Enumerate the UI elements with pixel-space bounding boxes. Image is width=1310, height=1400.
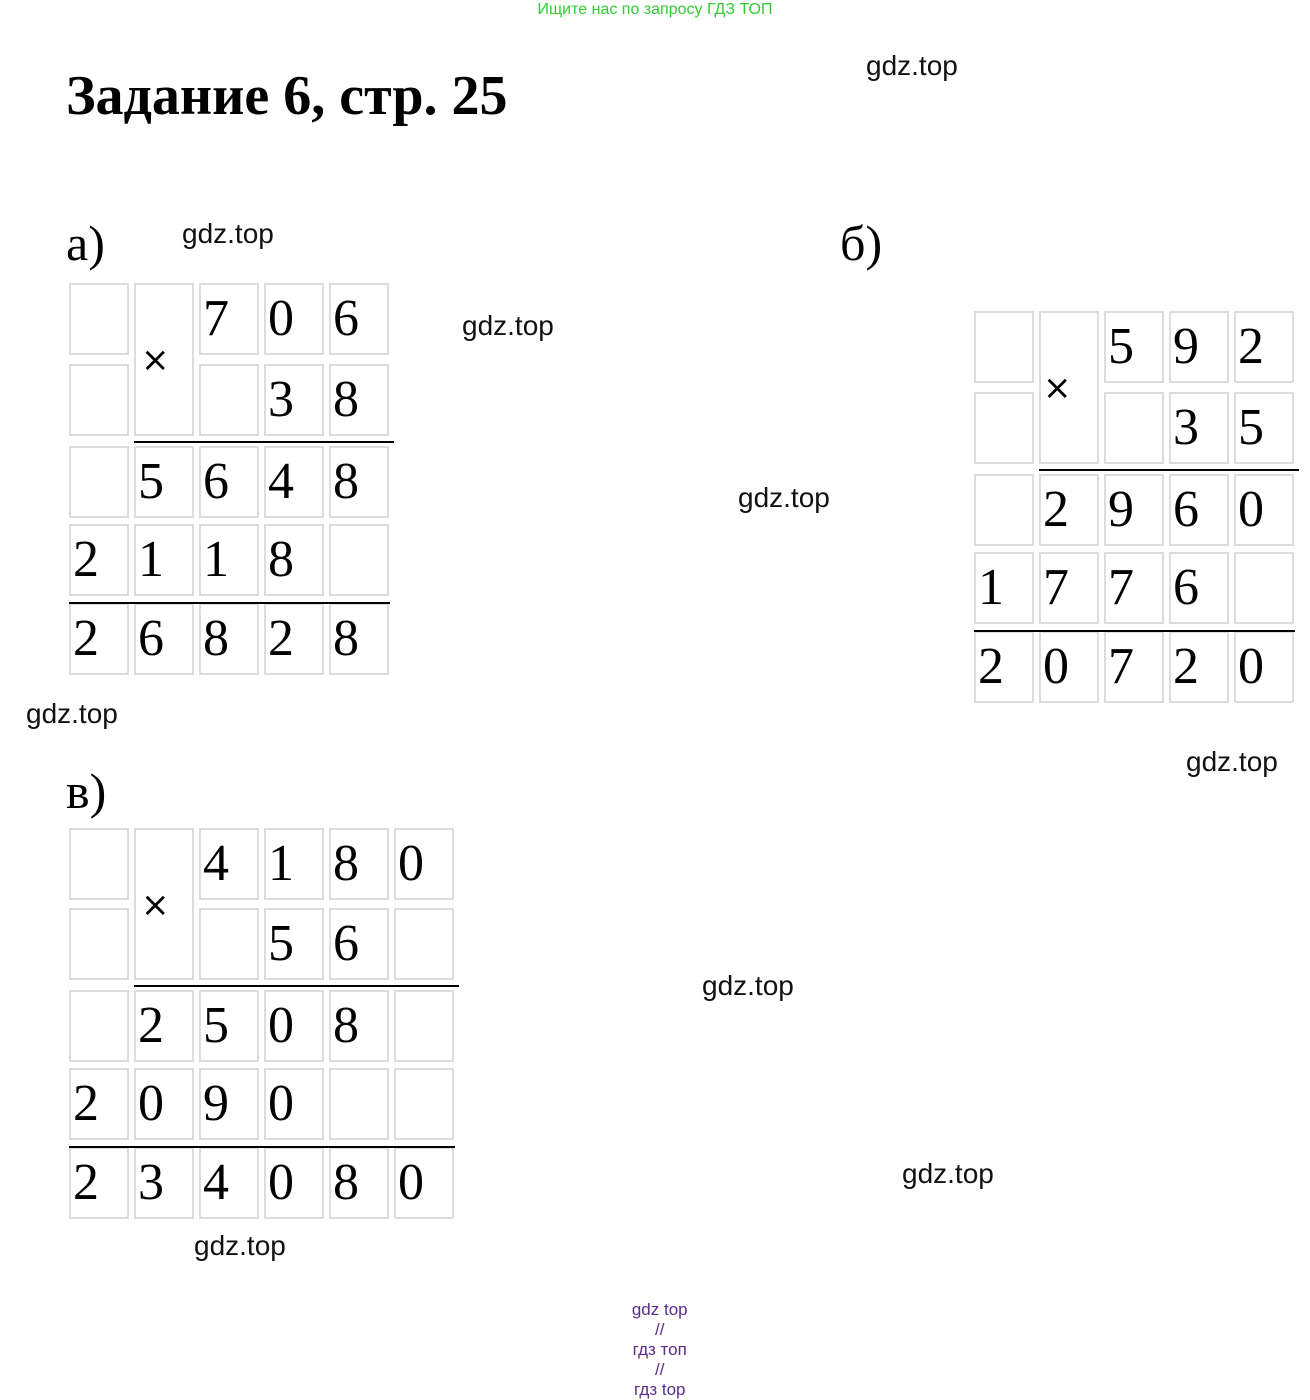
digit-cell: 4: [264, 446, 324, 518]
watermark: gdz.top: [702, 970, 794, 1001]
digit-cell: 8: [329, 364, 389, 436]
digit-cell: 5: [199, 990, 259, 1062]
digit-cell: 8: [329, 603, 389, 675]
digit-cell: 3: [264, 364, 324, 436]
digit-cell: 1: [199, 524, 259, 596]
digit-cell: 6: [329, 283, 389, 355]
digit-cell: 9: [199, 1068, 259, 1140]
digit-cell: 0: [264, 283, 324, 355]
digit-cell: 2: [69, 1147, 129, 1219]
watermark: gdz.top: [462, 310, 554, 341]
part-label-b: б): [840, 215, 883, 271]
rule-line: [134, 441, 394, 443]
digit-cell: [394, 990, 454, 1062]
multiply-sign: ×: [1043, 368, 1072, 408]
watermark: gdz.top: [182, 218, 274, 249]
digit-cell: 8: [329, 990, 389, 1062]
part-label-a: а): [66, 215, 105, 271]
digit-cell: 8: [264, 524, 324, 596]
digit-cell: 8: [329, 1147, 389, 1219]
digit-cell: [394, 1068, 454, 1140]
rule-line: [69, 602, 390, 604]
digit-cell: 8: [329, 828, 389, 900]
digit-cell: 4: [199, 1147, 259, 1219]
watermark: gdz.top: [26, 698, 118, 729]
digit-cell: 8: [199, 603, 259, 675]
digit-cell: 1: [134, 524, 194, 596]
watermark: gdz.top: [738, 482, 830, 513]
watermark: gdz.top: [194, 1230, 286, 1261]
digit-cell: 0: [264, 990, 324, 1062]
digit-cell: 5: [264, 908, 324, 980]
digit-cell: [329, 524, 389, 596]
footer-link[interactable]: гдз топ: [632, 1340, 687, 1359]
digit-cell: 0: [1039, 631, 1099, 703]
footer-link[interactable]: гдз top: [633, 1380, 686, 1399]
multiply-sign: ×: [141, 340, 170, 380]
digit-cell: [394, 908, 454, 980]
digit-cell: [974, 392, 1034, 464]
digit-cell: 2: [264, 603, 324, 675]
digit-cell: 0: [264, 1147, 324, 1219]
rule-line: [69, 1146, 455, 1148]
digit-cell: [199, 908, 259, 980]
digit-cell: [69, 446, 129, 518]
digit-cell: [69, 990, 129, 1062]
page-title: Задание 6, стр. 25: [66, 65, 508, 127]
digit-cell: [69, 828, 129, 900]
digit-cell: 8: [329, 446, 389, 518]
digit-cell: 6: [199, 446, 259, 518]
footer-link[interactable]: gdz top: [631, 1300, 688, 1319]
digit-cell: 0: [134, 1068, 194, 1140]
digit-cell: 3: [1169, 392, 1229, 464]
multiply-sign: ×: [141, 885, 170, 925]
digit-cell: 0: [264, 1068, 324, 1140]
digit-cell: 2: [1039, 474, 1099, 546]
digit-cell: [69, 908, 129, 980]
digit-cell: 5: [1104, 311, 1164, 383]
rule-line: [134, 985, 459, 987]
digit-cell: 7: [199, 283, 259, 355]
digit-cell: 5: [1234, 392, 1294, 464]
top-banner[interactable]: Ищите нас по запросу ГДЗ ТОП: [537, 1, 773, 18]
digit-cell: 2: [1234, 311, 1294, 383]
digit-cell: [1104, 392, 1164, 464]
footer-separator: //: [655, 1320, 665, 1339]
digit-cell: 5: [134, 446, 194, 518]
digit-cell: 6: [1169, 474, 1229, 546]
digit-cell: 2: [69, 603, 129, 675]
rule-line: [974, 630, 1295, 632]
part-label-c: в): [66, 763, 107, 819]
watermark: gdz.top: [866, 50, 958, 81]
digit-cell: 7: [1104, 631, 1164, 703]
digit-cell: 0: [1234, 474, 1294, 546]
digit-cell: 7: [1104, 552, 1164, 624]
digit-cell: 0: [1234, 631, 1294, 703]
digit-cell: 3: [134, 1147, 194, 1219]
digit-cell: 2: [69, 1068, 129, 1140]
digit-cell: 2: [134, 990, 194, 1062]
footer-separator: //: [655, 1360, 665, 1379]
watermark: gdz.top: [1186, 746, 1278, 777]
digit-cell: 1: [264, 828, 324, 900]
digit-cell: [329, 1068, 389, 1140]
digit-cell: 7: [1039, 552, 1099, 624]
digit-cell: [1234, 552, 1294, 624]
footer-links: [0, 1280, 1310, 1400]
digit-cell: [974, 311, 1034, 383]
digit-cell: 9: [1169, 311, 1229, 383]
digit-cell: [69, 283, 129, 355]
digit-cell: 6: [329, 908, 389, 980]
digit-cell: [69, 364, 129, 436]
digit-cell: 0: [394, 1147, 454, 1219]
digit-cell: 2: [974, 631, 1034, 703]
digit-cell: [974, 474, 1034, 546]
digit-cell: 4: [199, 828, 259, 900]
digit-cell: 6: [1169, 552, 1229, 624]
digit-cell: 0: [394, 828, 454, 900]
watermark: gdz.top: [902, 1158, 994, 1189]
digit-cell: 2: [69, 524, 129, 596]
digit-cell: 6: [134, 603, 194, 675]
digit-cell: 2: [1169, 631, 1229, 703]
digit-cell: 1: [974, 552, 1034, 624]
digit-cell: 9: [1104, 474, 1164, 546]
rule-line: [1039, 469, 1299, 471]
digit-cell: [199, 364, 259, 436]
